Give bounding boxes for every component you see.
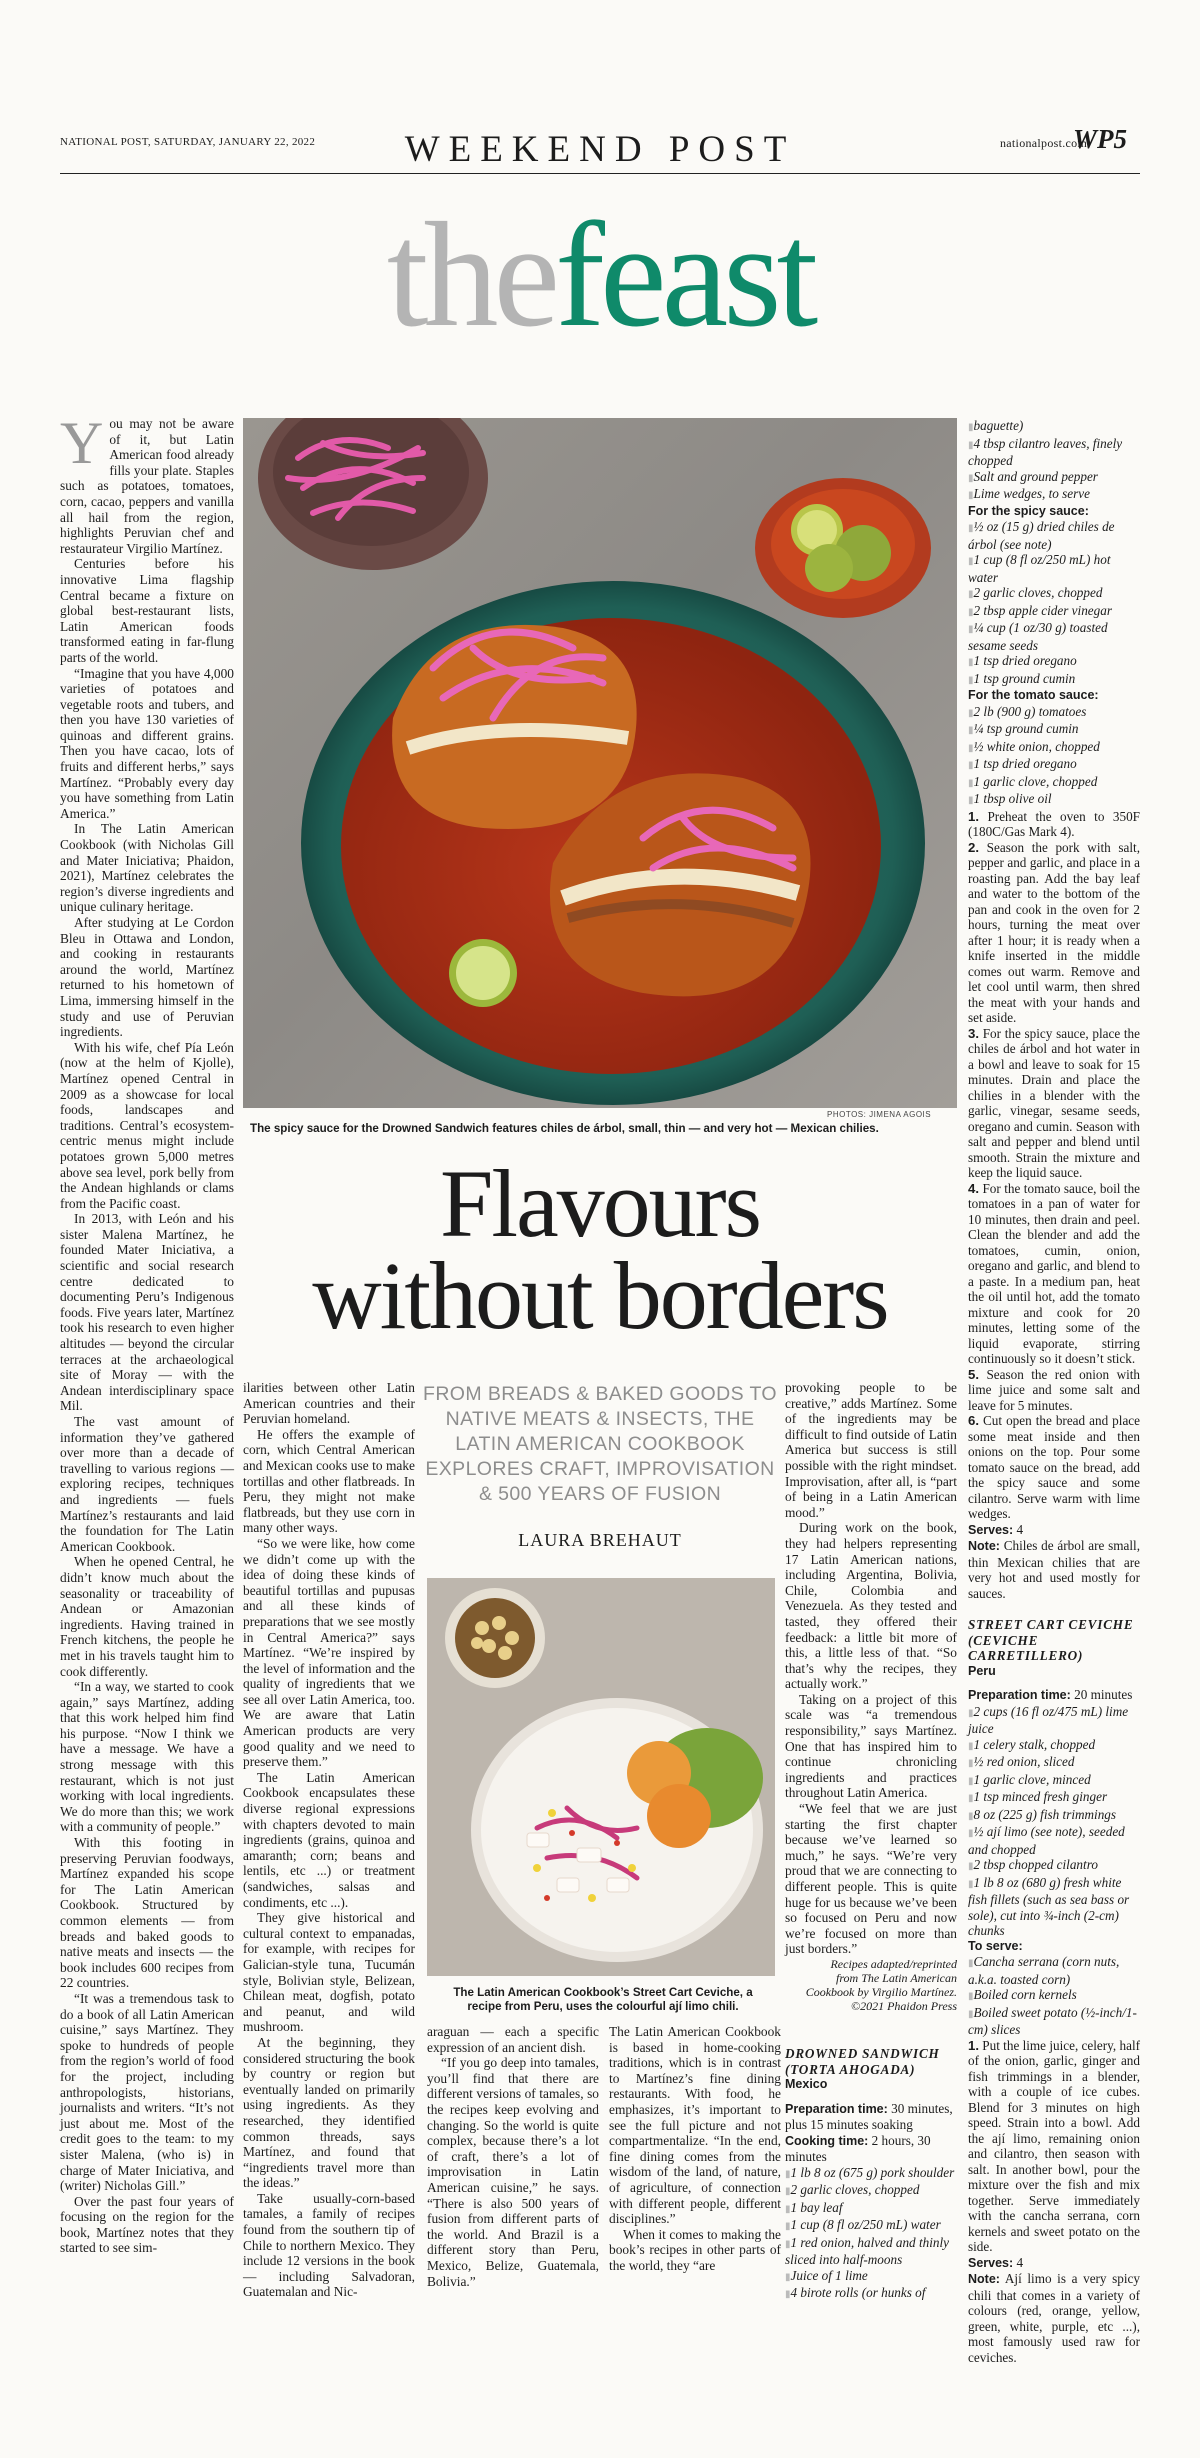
recipe-step — [968, 1413, 1140, 1522]
drowned-sandwich-photo — [243, 418, 957, 1108]
ingredient-item: ▮ Juice of 1 lime — [785, 2268, 957, 2286]
ceviche-photo — [427, 1578, 775, 1976]
ingredient-item: ▮ 2 tbsp chopped cilantro — [968, 1857, 1140, 1875]
ingredient-item: ▮ 1 tsp minced fresh ginger — [968, 1789, 1140, 1807]
paragraph: “If you go deep into tamales, you’ll find that there are different versions of tamales, so the recipes keep evolving and changing. So the world is quite complex, because there’s a lot of craft, there’s a lot of improvisation in Latin American cuisine,” he says. “There is also 500 years of fusion from different parts of the world. And Brazil is a different story than Peru, Mexico, Belize, Guatemala, Bolivia.” — [427, 2055, 599, 2289]
article-column-5 — [609, 2024, 781, 2354]
recipe-credit-line-4: ©2021 Phaidon Press — [850, 1999, 957, 2013]
paragraph: With his wife, chef Pía León (now at the helm of Kjolle), Martínez opened Central in 2009 as a showcase for local foods, landscapes and traditions. Central’s ecosystem-centric menus might include potatoes grown 5,000 metres above sea level, pork belly from the Andean highlands or clams from the Pacific coast. — [60, 1039, 234, 1211]
paragraph: “So we were like, how come we didn’t come up with the idea of doing these kinds of beautiful tortillas and pupusas and all these kinds of preparations that we see mostly in Central America?” says Martínez. “We’re inspired by the level of information and the quality of ingredients that we see all over Latin America, too. We are aware that Latin American products are very good quality and we need to preserve them.” — [243, 1535, 415, 1770]
section-title — [0, 192, 1200, 358]
ingredient-item: ▮ 2 cups (16 fl oz/475 mL) lime juice — [968, 1704, 1140, 1737]
ingredient-item: ▮ Lime wedges, to serve — [968, 486, 1140, 504]
folio-url[interactable]: nationalpost.com — [1000, 136, 1088, 150]
ingredient-item: ▮ 1 tsp dried oregano — [968, 756, 1140, 774]
step-number: 1. — [968, 808, 979, 824]
paragraph: “We feel that we are just starting the first chapter because we’ve learned so much,” he says. “We’re very proud that we are connecting to different people. This is quite huge for us because we’ve been so focused on Peru and now we’re focused on more than just borders.” — [785, 1801, 957, 1957]
ingredient-item: ▮ Boiled corn kernels — [968, 1987, 1140, 2005]
paragraph: After studying at Le Cordon Bleu in Ottawa and London, and cooking in restaurants around the world, Martínez returned to his hometown of Lima, immersing himself in the study and use of Peruvian ingredients. — [60, 915, 234, 1040]
recipe-2-serve-list — [968, 1954, 1140, 2038]
headline-line-1: Flavours — [440, 1150, 760, 1257]
paragraph: provoking people to be creative,” adds Martínez. Some of the ingredients may be difficult to find outside of Latin America but success is still possible with the right mindset. Improvisation, after all, is “part of being in a Latin American mood.” — [785, 1380, 957, 1520]
recipe-1-prep: Preparation time: 30 minutes, plus 15 minutes soaking — [785, 2100, 953, 2132]
paragraph: In 2013, with León and his sister Malena Martínez, he founded Mater Iniciativa, a scientific and social research centre dedicated to documenting Peru’s Indigenous foods. Five years later, Martínez took his research to even higher altitudes — beyond the circular terraces at the archaeological site of Moray — with the Andean interdisciplinary space Mil. — [60, 1211, 234, 1414]
paragraph: With this footing in preserving Peruvian foodways, Martínez expanded his scope for The Latin American Cookbook. Structured by common elements — from breads and baked goods to native meats and insects — the book includes 600 recipes from 22 countries. — [60, 1835, 234, 1991]
recipe-step — [968, 1026, 1140, 1181]
recipe-step — [968, 2038, 1140, 2255]
photo-credit: PHOTOS: JIMENA AGOIS — [827, 1110, 932, 1119]
recipe-2-ingredients — [968, 1704, 1140, 1939]
paragraph: When he opened Central, he didn’t know much about the seasonality or traceability of Andean or Amazonian ingredients. Having trained in French kitchens, the people he met in his travels taught him to cook differently. — [60, 1554, 234, 1679]
step-number: 3. — [968, 1025, 979, 1041]
ingredient-item: ▮ ½ white onion, chopped — [968, 739, 1140, 757]
headline-line-2: without borders — [312, 1242, 888, 1349]
recipe-2-origin: Peru — [968, 1663, 996, 1678]
ingredient-item: ▮ 1 garlic clove, chopped — [968, 774, 1140, 792]
ingredient-item: ▮ Salt and ground pepper — [968, 469, 1140, 487]
step-number: 6. — [968, 1413, 979, 1428]
step-number: 2. — [968, 839, 979, 855]
step-number: 1. — [968, 2037, 979, 2053]
recipe-1-spicy-label: For the spicy sauce: — [968, 503, 1089, 518]
ingredient-item: ▮ ½ oz (15 g) dried chiles de árbol (see note) — [968, 519, 1140, 552]
recipe-step — [968, 809, 1140, 840]
paragraph: “In a way, we started to cook again,” says Martínez, adding that this work helped him find his purpose. “Now I think we have a message. We have a strong message with this restaurant, which is not just working with local ingredients. We do more than this; we work with a community of people.” — [60, 1679, 234, 1835]
drowned-sandwich-illustration — [243, 418, 957, 1108]
deck: FROM BREADS & BAKED GOODS TO NATIVE MEATS & INSECTS, THE LATIN AMERICAN COOKBOOK EXPLORES CRAFT, IMPROVISATION & 500 YEARS OF FUSION — [423, 1383, 777, 1505]
paragraph: “Imagine that you have 4,000 varieties of potatoes and vegetable roots and tubers, and then you have 130 varieties of quinoas and different grains. Then you have cacao, lots of fruits and different herbs,” says Martínez. “Probably every day you have something from Latin America.” — [60, 665, 234, 821]
paragraph: The Latin American Cookbook is based in home-cooking traditions, which is in contrast to Martínez’s fine dining restaurants. With food, he emphasizes, it’s important to see the full picture and not compartmentalize. “In the end, fine dining comes from the wisdom of the land, of nature, of agriculture, of connection with different people, different disciplines.” — [609, 2024, 781, 2227]
ingredient-item: ▮ 1 cup (8 fl oz/250 mL) water — [785, 2217, 957, 2235]
ingredient-item: ▮ 1 tbsp olive oil — [968, 791, 1140, 809]
paragraph: At the beginning, they considered structuring the book by country or region but eventually landed on primarily using ingredients. As they researched, they identified common threads, says Martínez, and found that “ingredients travel more than the ideas.” — [243, 2034, 415, 2191]
paragraph: Centuries before his innovative Lima flagship Central became a fixture on global best-restaurant lists, Latin American foods transformed eating in far-flung parts of the world. — [60, 556, 234, 665]
recipe-step — [968, 1367, 1140, 1414]
step-text: Season the red onion with lime juice and some salt and leave for 5 minutes. — [968, 1366, 1141, 1413]
paragraph: “It was a tremendous task to do a book of all Latin American cuisine,” says Martínez. They spoke to hundreds of people from the region’s world of food for the project, including anthropologists, historians, journalists and writers. “It’s not just about me. Most of the credit goes to the team: to my sister Malena, (who is) in charge of Mater Iniciativa, and (writer) Nicholas Gill.” — [60, 1990, 234, 2194]
recipe-2-serve-label: To serve: — [968, 1938, 1023, 1953]
photo-caption-1: The spicy sauce for the Drowned Sandwich features chiles de árbol, small, thin — and very hot — Mexican chilies. — [250, 1122, 879, 1135]
page-number: WP5 — [1073, 124, 1127, 154]
step-number: 5. — [968, 1366, 979, 1382]
ingredient-item: ▮ ½ red onion, sliced — [968, 1754, 1140, 1772]
recipe-drowned-sandwich-part-2 — [968, 418, 1140, 2365]
paragraph: They give historical and cultural context to empanadas, for example, with recipes for Galician-style tuna, Tucumán style, Bolivian style, Belizean, Chilean meat, dogfish, potato and peanut, and wild mushroom. — [243, 1910, 415, 2035]
recipe-1-serves: Serves: 4 — [968, 1521, 1024, 1537]
paragraph: araguan — each a specific expression of an ancient dish. — [427, 2024, 599, 2055]
paragraph: He offers the example of corn, which Central American and Mexican cooks use to make tortillas and other flatbreads. In Peru, they might not make flatbreads, but they use corn in many other ways. — [243, 1426, 415, 1536]
step-text: For the tomato sauce, boil the tomatoes in a pan of water for 10 minutes, then drain and peel. Clean the blender and add the tomatoes, cumin, onion, oregano and garlic, and blend to a paste. In a medium pan, heat the oil until hot, add the tomato mixture and cook for 20 minutes, letting some of the liquid evaporate, stirring continuously so it doesn’t stick. — [968, 1180, 1141, 1366]
header-rule — [60, 173, 1140, 174]
ingredient-item: ▮ 1 red onion, halved and thinly sliced into half-moons — [785, 2235, 957, 2268]
paragraph: During work on the book, they had helpers representing 17 Latin American nations, including Argentina, Bolivia, Chile, Colombia and Venezuela. As they tested and tasted, they offered their feedback: a little bit more of this, a little less of that. “So that’s why the recipes, they actually work.” — [785, 1520, 957, 1692]
recipe-1-tomato-label: For the tomato sauce: — [968, 688, 1099, 702]
recipe-1-title: DROWNED SANDWICH (TORTA AHOGADA) — [785, 2046, 940, 2077]
paragraph: When it comes to making the book’s recipes in other parts of the world, they “are — [609, 2226, 781, 2273]
step-text: For the spicy sauce, place the chiles de árbol and hot water in a bowl and leave to soak for 15 minutes. Drain and place the chilies in a blender with the garlic, vinegar, sesame seeds, oregano and cumin. Season with salt and pepper and blend until smooth. Strain the mixture and keep the liquid sauce. — [968, 1025, 1140, 1180]
ingredient-item: ▮ 2 tbsp apple cider vinegar — [968, 603, 1140, 621]
recipe-credit — [785, 1957, 957, 2013]
recipe-1-cook: Cooking time: 2 hours, 30 minutes — [785, 2132, 931, 2164]
ingredient-item: ▮ Boiled sweet potato (½-inch/1-cm) slices — [968, 2005, 1140, 2038]
ingredient-item: ▮ 1 garlic clove, minced — [968, 1772, 1140, 1790]
recipe-2-serves: Serves: 4 — [968, 2254, 1024, 2270]
article-column-4 — [785, 1380, 957, 1980]
paragraph: In The Latin American Cookbook (with Nicholas Gill and Mater Iniciativa; Phaidon, 2021), Martínez celebrates the region’s diverse ingredients and unique culinary heritage. — [60, 821, 234, 915]
ingredient-item: ▮ 1 tsp ground cumin — [968, 671, 1140, 689]
recipe-2-title: STREET CART CEVICHE (CEVICHE CARRETILLERO) — [968, 1617, 1134, 1663]
ingredient-item: ▮ 8 oz (225 g) fish trimmings — [968, 1807, 1140, 1825]
byline: LAURA BREHAUT — [518, 1530, 682, 1550]
ingredient-item: ▮ 1 lb 8 oz (680 g) fresh white fish fillets (such as sea bass or sole), cut into ¾-inch (2-cm) chunks — [968, 1875, 1140, 1939]
ingredient-item: ▮ 1 cup (8 fl oz/250 mL) hot water — [968, 552, 1140, 585]
ingredient-item: ▮ 1 celery stalk, chopped — [968, 1737, 1140, 1755]
step-text: Put the lime juice, celery, half of the onion, garlic, ginger and fish trimmings in a blender, with a couple of ice cubes. Blend for 3 minutes on high speed. Strain into a bowl. Add the ají limo, remaining onion and cilantro, then season with salt. In another bowl, pour the mixture over the fish and mix together. Serve immediately with the cancha serrana, corn kernels and sweet potato on the side. — [968, 2037, 1140, 2254]
recipe-2-prep: Preparation time: 20 minutes — [968, 1687, 1133, 1702]
recipe-credit-line-1: Recipes adapted/reprinted — [830, 1957, 957, 1971]
ingredient-item: ▮ 1 bay leaf — [785, 2200, 957, 2218]
step-text: Preheat the oven to 350F (180C/Gas Mark 4). — [968, 808, 1140, 839]
article-column-2 — [243, 1380, 415, 2360]
paragraph: ilarities between other Latin American countries and their Peruvian homeland. — [243, 1380, 415, 1427]
recipe-credit-line-2: from The Latin American — [835, 1971, 957, 1985]
ingredient-item: ▮ 2 garlic cloves, chopped — [968, 585, 1140, 603]
ingredient-item: ▮ 1 lb 8 oz (675 g) pork shoulder — [785, 2165, 957, 2183]
recipe-1-tomato-list — [968, 704, 1140, 809]
ingredient-item: ▮ 2 garlic cloves, chopped — [785, 2182, 957, 2200]
ingredient-item: ▮ Cancha serrana (corn nuts, a.k.a. toasted corn) — [968, 1954, 1140, 1987]
drop-cap: Y — [60, 410, 104, 476]
recipe-1-steps — [968, 809, 1140, 1522]
article-column-3 — [427, 2024, 599, 2354]
step-text: Season the pork with salt, pepper and garlic, and place in a roasting pan. Add the bay leaf and water to the bottom of the pan and cook in the oven for 2 hours, turning the meat over after 1 hour; it is ready when a knife inserted in the middle comes out warm. Remove and let cool until warm, then shred the meat with your hands and set aside. — [968, 839, 1141, 1025]
ingredient-item: ▮ ½ ají limo (see note), seeded and chopped — [968, 1824, 1140, 1857]
paragraph: The Latin American Cookbook encapsulates these diverse regional expressions with chapters devoted to main ingredients (grains, quinoa and amaranth; corn; beans and lentils, etc ...) or treatment (sandwiches, salsas and condiments, etc ...). — [243, 1769, 415, 1910]
recipe-1-note: Note: Chiles de árbol are small, thin Mexican chilies that are very hot and used mostly for sauces. — [968, 1538, 1140, 1601]
ingredient-item: ▮ ¼ cup (1 oz/30 g) toasted sesame seeds — [968, 620, 1140, 653]
recipe-1-ingredients-cont — [968, 436, 1140, 504]
paragraph: The vast amount of information they’ve gathered over more than a decade of travelling to various regions — exploring recipes, techniques and ingredients — fuels Martínez’s restaurants and laid the foundation for The Latin American Cookbook. — [60, 1414, 234, 1554]
folio-date: NATIONAL POST, SATURDAY, JANUARY 22, 2022 — [60, 136, 316, 148]
paragraph: Taking on a project of this scale was “a tremendous responsibility,” says Martínez. One that has inspired him to continue chronicling ingredients and practices throughout Latin America. — [785, 1691, 957, 1801]
recipe-1-cont: ▮ baguette) — [968, 418, 1140, 436]
recipe-1-origin: Mexico — [785, 2077, 828, 2091]
headline — [240, 1150, 960, 1349]
step-text: Cut open the bread and place some meat inside and then onions on the top. Pour some tomato sauce on the bread, add the spicy sauce and some cilantro. Serve warm with lime wedges. — [968, 1413, 1140, 1521]
ingredient-item: ▮ 4 tbsp cilantro leaves, finely chopped — [968, 436, 1140, 469]
paragraph: Take usually-corn-based tamales, a family of recipes found from the southern tip of Chile to northern Mexico. They include 12 versions in the book — including Salvadoran, Guatemalan and Nic- — [243, 2190, 415, 2300]
photo-caption-2: The Latin American Cookbook’s Street Cart Ceviche, a recipe from Peru, uses the colourful ají limo chili. — [453, 1986, 753, 2013]
recipe-2-steps — [968, 2038, 1140, 2255]
recipe-step — [968, 840, 1140, 1026]
recipe-credit-line-3: Cookbook by Virgilio Martínez. — [805, 1985, 957, 1999]
section-title-the: the — [386, 192, 556, 358]
ingredient-item: ▮ 2 lb (900 g) tomatoes — [968, 704, 1140, 722]
recipe-step — [968, 1181, 1140, 1367]
paragraph: ou may not be aware of it, but Latin American food already fills your plate. Staples such as potatoes, tomatoes, corn, cacao, peppers and vanilla all hail from the region, highlights Peruvian chef and restaurateur Virgilio Martínez. — [60, 416, 234, 556]
ingredient-item: ▮ 4 birote rolls (or hunks of — [785, 2285, 957, 2303]
step-number: 4. — [968, 1180, 979, 1196]
recipe-drowned-sandwich-part-1 — [785, 2030, 957, 2303]
ingredient-item: ▮ 1 tsp dried oregano — [968, 653, 1140, 671]
article-column-1 — [60, 410, 234, 2358]
masthead: WEEKEND POST — [404, 129, 796, 170]
recipe-1-ingredients — [785, 2165, 957, 2303]
ceviche-illustration — [427, 1578, 775, 1976]
paragraph: Over the past four years of focusing on the region for the book, Martínez notes that they started to see sim- — [60, 2193, 234, 2256]
section-title-feast: feast — [555, 192, 814, 358]
recipe-2-note: Note: Ají limo is a very spicy chili that comes in a variety of colours (red, orange, yellow, green, white, purple, etc ...), most famously used raw for ceviches. — [968, 2271, 1141, 2365]
recipe-1-spicy-list — [968, 519, 1140, 688]
ingredient-item: ▮ ¼ tsp ground cumin — [968, 721, 1140, 739]
